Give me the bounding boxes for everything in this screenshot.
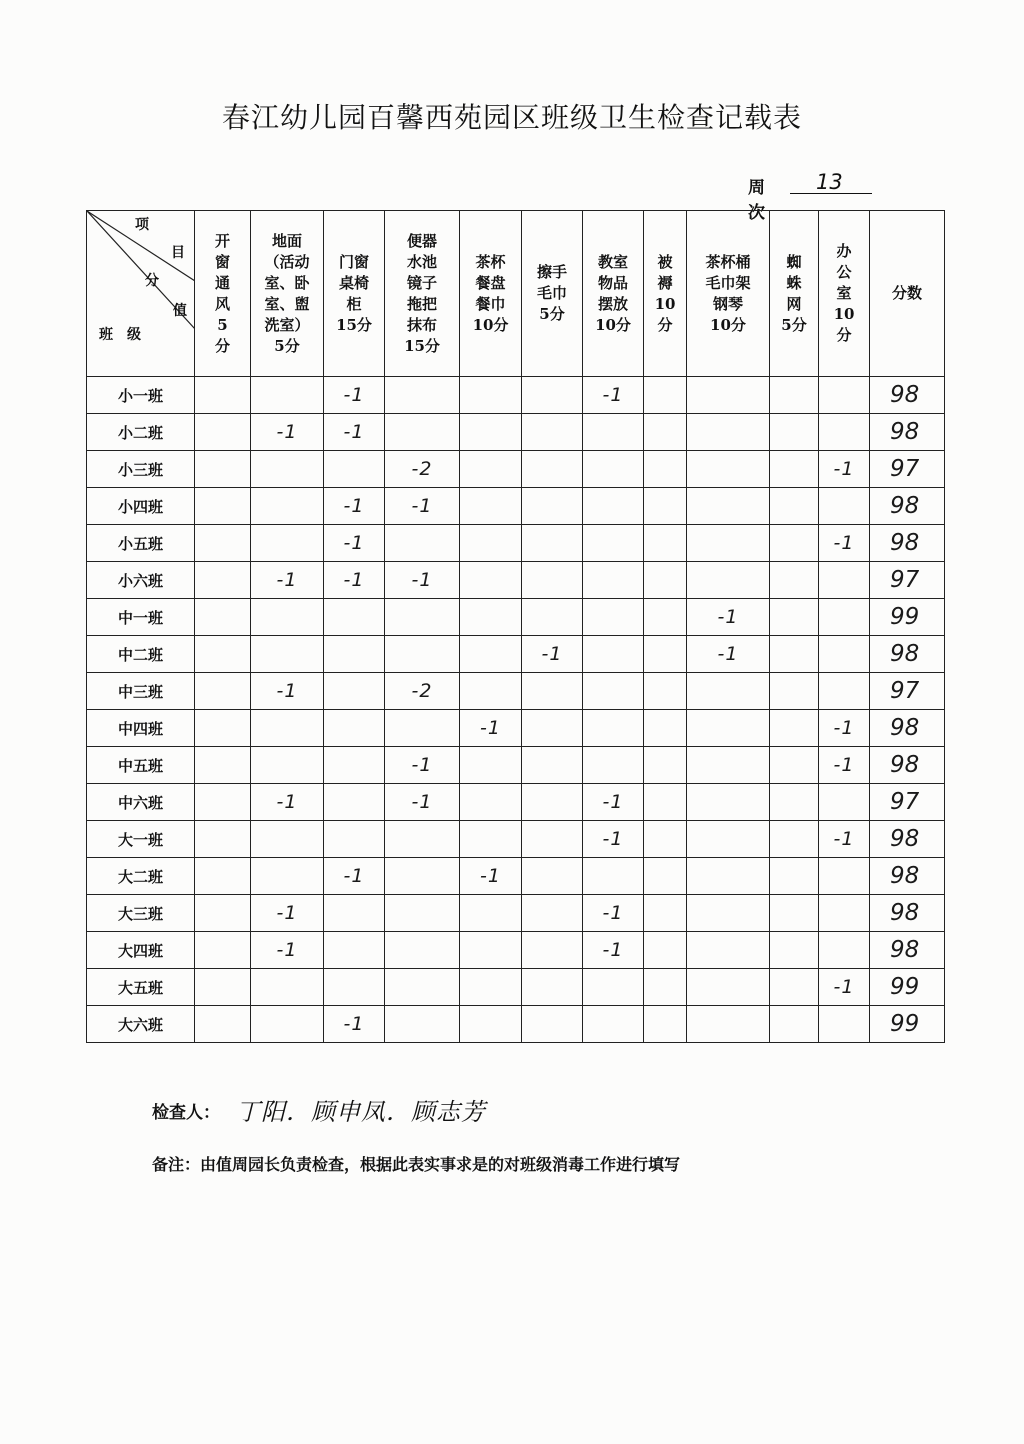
deduction-cell	[644, 599, 687, 636]
deduction-cell: -1	[687, 599, 770, 636]
deduction-cell	[195, 599, 251, 636]
deduction-cell	[819, 488, 870, 525]
remark-note: 备注：由值周园长负责检查，根据此表实事求是的对班级消毒工作进行填写	[152, 1155, 681, 1174]
deduction-cell	[460, 932, 522, 969]
deduction-cell: -1	[251, 932, 324, 969]
class-name-cell: 大五班	[87, 969, 195, 1006]
class-name-cell: 小四班	[87, 488, 195, 525]
deduction-cell	[522, 525, 583, 562]
deduction-cell	[687, 747, 770, 784]
deduction-cell	[195, 451, 251, 488]
class-name-cell: 大二班	[87, 858, 195, 895]
table-row	[87, 673, 945, 710]
table-row	[87, 1006, 945, 1043]
deduction-cell	[687, 562, 770, 599]
column-header	[870, 211, 945, 377]
deduction-cell: -1	[324, 562, 385, 599]
deduction-cell	[324, 710, 385, 747]
deduction-cell	[460, 562, 522, 599]
deduction-cell	[644, 451, 687, 488]
deduction-cell: -1	[819, 821, 870, 858]
deduction-cell	[324, 451, 385, 488]
deduction-cell	[460, 784, 522, 821]
deduction-cell	[687, 377, 770, 414]
deduction-cell	[644, 673, 687, 710]
score-cell: 98	[870, 710, 945, 747]
column-header	[770, 211, 819, 377]
class-name-cell: 小二班	[87, 414, 195, 451]
deduction-cell	[522, 377, 583, 414]
deduction-cell	[195, 488, 251, 525]
corner-class-label: 班 级	[99, 327, 141, 343]
deduction-cell: -1	[324, 858, 385, 895]
deduction-cell	[460, 673, 522, 710]
page-title: 春江幼儿园百馨西苑园区班级卫生检查记载表	[221, 101, 802, 134]
table-body	[87, 377, 945, 1043]
deduction-cell	[460, 747, 522, 784]
deduction-cell	[770, 377, 819, 414]
deduction-cell	[687, 710, 770, 747]
deduction-cell: -1	[324, 1006, 385, 1043]
deduction-cell	[819, 636, 870, 673]
column-header-label: 被 褥 10 分	[654, 252, 676, 334]
deduction-cell	[770, 710, 819, 747]
deduction-cell	[324, 895, 385, 932]
column-header-label: 地面 （活动 室、卧 室、盥 洗室） 5分	[264, 231, 310, 355]
column-header	[522, 211, 583, 377]
deduction-cell	[195, 562, 251, 599]
deduction-cell	[251, 636, 324, 673]
deduction-cell	[385, 821, 460, 858]
deduction-cell: -1	[583, 377, 644, 414]
deduction-cell	[687, 784, 770, 821]
deduction-cell	[819, 599, 870, 636]
table-row	[87, 858, 945, 895]
deduction-cell: -1	[324, 377, 385, 414]
column-header-label: 擦手 毛巾 5分	[536, 263, 567, 323]
column-header-label: 蜘 蛛 网 5分	[781, 252, 807, 334]
deduction-cell	[770, 451, 819, 488]
deduction-cell	[522, 784, 583, 821]
deduction-cell	[819, 858, 870, 895]
class-name-cell: 大六班	[87, 1006, 195, 1043]
table-row	[87, 451, 945, 488]
score-cell: 98	[870, 858, 945, 895]
class-name-cell: 大四班	[87, 932, 195, 969]
deduction-cell	[583, 451, 644, 488]
table-row	[87, 747, 945, 784]
deduction-cell	[644, 969, 687, 1006]
deduction-cell	[324, 673, 385, 710]
deduction-cell	[385, 414, 460, 451]
deduction-cell	[385, 636, 460, 673]
deduction-cell	[522, 414, 583, 451]
column-header-label: 开窗通风5分	[214, 231, 230, 355]
deduction-cell	[583, 1006, 644, 1043]
deduction-cell	[583, 414, 644, 451]
corner-item-label: 项	[135, 217, 149, 233]
corner-mu-label: 目	[171, 245, 185, 261]
corner-zhi-label: 值	[173, 303, 187, 319]
class-name-cell: 小五班	[87, 525, 195, 562]
deduction-cell	[385, 969, 460, 1006]
table-row	[87, 377, 945, 414]
deduction-cell	[522, 932, 583, 969]
deduction-cell	[687, 673, 770, 710]
column-header-label: 教室 物品 摆放 10分	[595, 252, 631, 334]
table-row	[87, 821, 945, 858]
deduction-cell: -1	[385, 784, 460, 821]
deduction-cell	[522, 895, 583, 932]
deduction-cell	[522, 599, 583, 636]
deduction-cell	[583, 636, 644, 673]
deduction-cell	[460, 969, 522, 1006]
header-row	[87, 211, 945, 377]
deduction-cell	[522, 747, 583, 784]
table-row	[87, 562, 945, 599]
deduction-cell: -1	[385, 747, 460, 784]
deduction-cell	[522, 710, 583, 747]
deduction-cell	[522, 673, 583, 710]
deduction-cell: -1	[819, 969, 870, 1006]
column-header-label: 便器 水池 镜子 拖把 抹布 15分	[404, 231, 440, 355]
table-row	[87, 932, 945, 969]
table-row	[87, 636, 945, 673]
deduction-cell	[251, 377, 324, 414]
deduction-cell	[251, 525, 324, 562]
deduction-cell	[195, 747, 251, 784]
deduction-cell	[583, 747, 644, 784]
class-name-cell: 小一班	[87, 377, 195, 414]
deduction-cell	[687, 858, 770, 895]
column-header-label: 茶杯 餐盘 餐巾 10分	[472, 252, 509, 334]
deduction-cell	[770, 1006, 819, 1043]
deduction-cell: -1	[251, 562, 324, 599]
column-header	[644, 211, 687, 377]
deduction-cell	[522, 451, 583, 488]
deduction-cell	[460, 525, 522, 562]
score-cell: 99	[870, 599, 945, 636]
table-row	[87, 969, 945, 1006]
deduction-cell	[644, 784, 687, 821]
deduction-cell	[687, 1006, 770, 1043]
deduction-cell	[770, 562, 819, 599]
deduction-cell	[251, 858, 324, 895]
deduction-cell	[770, 525, 819, 562]
deduction-cell	[687, 451, 770, 488]
deduction-cell	[819, 932, 870, 969]
deduction-cell	[687, 414, 770, 451]
deduction-cell	[644, 932, 687, 969]
deduction-cell	[385, 710, 460, 747]
deduction-cell	[819, 1006, 870, 1043]
deduction-cell	[195, 932, 251, 969]
deduction-cell	[819, 895, 870, 932]
deduction-cell: -1	[460, 710, 522, 747]
deduction-cell: -1	[583, 895, 644, 932]
score-cell: 98	[870, 636, 945, 673]
deduction-cell	[385, 895, 460, 932]
deduction-cell	[583, 599, 644, 636]
class-name-cell: 中六班	[87, 784, 195, 821]
deduction-cell: -1	[324, 525, 385, 562]
deduction-cell: -1	[819, 525, 870, 562]
deduction-cell	[195, 1006, 251, 1043]
column-header-label: 分数	[891, 284, 922, 302]
deduction-cell	[644, 562, 687, 599]
deduction-cell	[687, 895, 770, 932]
deduction-cell: -1	[324, 488, 385, 525]
deduction-cell	[770, 858, 819, 895]
deduction-cell	[644, 414, 687, 451]
deduction-cell	[522, 858, 583, 895]
deduction-cell	[770, 969, 819, 1006]
deduction-cell	[195, 377, 251, 414]
deduction-cell	[644, 636, 687, 673]
deduction-cell	[687, 932, 770, 969]
score-cell: 98	[870, 747, 945, 784]
deduction-cell	[770, 895, 819, 932]
column-header	[819, 211, 870, 377]
deduction-cell	[644, 1006, 687, 1043]
table-row	[87, 784, 945, 821]
inspector-signatures: 丁阳．顾申凤．顾志芳	[236, 1098, 486, 1126]
deduction-cell	[251, 710, 324, 747]
deduction-cell	[522, 821, 583, 858]
deduction-cell	[460, 377, 522, 414]
deduction-cell	[195, 525, 251, 562]
score-cell: 98	[870, 488, 945, 525]
deduction-cell	[522, 1006, 583, 1043]
class-name-cell: 中五班	[87, 747, 195, 784]
deduction-cell	[385, 525, 460, 562]
corner-fen-label: 分	[145, 273, 159, 289]
deduction-cell	[195, 784, 251, 821]
deduction-cell	[583, 673, 644, 710]
deduction-cell	[324, 969, 385, 1006]
table-row	[87, 599, 945, 636]
inspection-table	[86, 210, 945, 1043]
class-name-cell: 中三班	[87, 673, 195, 710]
score-cell: 97	[870, 784, 945, 821]
corner-diagonal-lines	[87, 211, 195, 377]
deduction-cell	[644, 895, 687, 932]
class-name-cell: 中二班	[87, 636, 195, 673]
score-cell: 98	[870, 525, 945, 562]
class-name-cell: 大一班	[87, 821, 195, 858]
deduction-cell	[522, 969, 583, 1006]
deduction-cell	[251, 599, 324, 636]
table-row	[87, 414, 945, 451]
deduction-cell: -1	[583, 821, 644, 858]
deduction-cell	[819, 784, 870, 821]
deduction-cell	[460, 1006, 522, 1043]
deduction-cell	[770, 747, 819, 784]
deduction-cell	[770, 599, 819, 636]
deduction-cell: -2	[385, 451, 460, 488]
column-header	[583, 211, 644, 377]
deduction-cell	[819, 562, 870, 599]
deduction-cell: -1	[385, 488, 460, 525]
deduction-cell	[324, 747, 385, 784]
deduction-cell	[195, 636, 251, 673]
class-name-cell: 小三班	[87, 451, 195, 488]
deduction-cell: -1	[819, 451, 870, 488]
deduction-cell: -1	[460, 858, 522, 895]
deduction-cell	[770, 414, 819, 451]
score-cell: 99	[870, 969, 945, 1006]
deduction-cell	[385, 932, 460, 969]
score-cell: 98	[870, 414, 945, 451]
deduction-cell	[819, 414, 870, 451]
deduction-cell	[251, 488, 324, 525]
score-cell: 98	[870, 821, 945, 858]
deduction-cell	[583, 710, 644, 747]
column-header	[460, 211, 522, 377]
deduction-cell	[819, 673, 870, 710]
deduction-cell	[770, 636, 819, 673]
deduction-cell	[385, 858, 460, 895]
deduction-cell: -2	[385, 673, 460, 710]
deduction-cell	[522, 562, 583, 599]
column-header	[195, 211, 251, 377]
deduction-cell	[460, 895, 522, 932]
class-name-cell: 中一班	[87, 599, 195, 636]
column-header	[385, 211, 460, 377]
deduction-cell	[770, 932, 819, 969]
deduction-cell	[644, 710, 687, 747]
table-row	[87, 895, 945, 932]
deduction-cell: -1	[687, 636, 770, 673]
deduction-cell	[385, 599, 460, 636]
score-cell: 97	[870, 451, 945, 488]
deduction-cell	[644, 488, 687, 525]
column-header-label: 办 公 室 10 分	[833, 242, 855, 344]
deduction-cell	[522, 488, 583, 525]
deduction-cell	[644, 821, 687, 858]
deduction-cell: -1	[583, 784, 644, 821]
column-header	[324, 211, 385, 377]
deduction-cell	[460, 636, 522, 673]
deduction-cell	[460, 821, 522, 858]
deduction-cell	[195, 710, 251, 747]
score-cell: 97	[870, 562, 945, 599]
deduction-cell	[324, 821, 385, 858]
class-name-cell: 中四班	[87, 710, 195, 747]
score-cell: 99	[870, 1006, 945, 1043]
deduction-cell	[195, 821, 251, 858]
deduction-cell	[644, 377, 687, 414]
score-cell: 98	[870, 895, 945, 932]
deduction-cell	[583, 562, 644, 599]
deduction-cell	[460, 599, 522, 636]
deduction-cell	[324, 599, 385, 636]
deduction-cell	[583, 858, 644, 895]
deduction-cell	[251, 451, 324, 488]
deduction-cell	[819, 377, 870, 414]
deduction-cell	[770, 488, 819, 525]
deduction-cell	[324, 932, 385, 969]
table-row	[87, 710, 945, 747]
deduction-cell	[583, 969, 644, 1006]
deduction-cell	[251, 821, 324, 858]
deduction-cell	[195, 414, 251, 451]
deduction-cell	[195, 895, 251, 932]
deduction-cell: -1	[385, 562, 460, 599]
deduction-cell	[644, 525, 687, 562]
column-header	[251, 211, 324, 377]
week-label: 周次	[748, 178, 765, 223]
deduction-cell	[324, 784, 385, 821]
deduction-cell	[324, 636, 385, 673]
deduction-cell	[460, 451, 522, 488]
class-name-cell: 小六班	[87, 562, 195, 599]
table-row	[87, 525, 945, 562]
deduction-cell	[460, 414, 522, 451]
deduction-cell	[195, 969, 251, 1006]
class-name-cell: 大三班	[87, 895, 195, 932]
score-cell: 98	[870, 377, 945, 414]
column-header-label: 茶杯桶 毛巾架 钢琴 10分	[705, 252, 751, 334]
deduction-cell	[251, 969, 324, 1006]
deduction-cell: -1	[583, 932, 644, 969]
score-cell: 97	[870, 673, 945, 710]
deduction-cell	[687, 969, 770, 1006]
score-cell: 98	[870, 932, 945, 969]
table-row	[87, 488, 945, 525]
deduction-cell: -1	[251, 414, 324, 451]
deduction-cell: -1	[819, 710, 870, 747]
deduction-cell	[195, 858, 251, 895]
deduction-cell	[385, 377, 460, 414]
deduction-cell	[251, 747, 324, 784]
deduction-cell	[687, 821, 770, 858]
deduction-cell	[644, 747, 687, 784]
deduction-cell: -1	[251, 895, 324, 932]
deduction-cell	[687, 488, 770, 525]
corner-header-cell	[87, 211, 195, 377]
deduction-cell: -1	[251, 784, 324, 821]
deduction-cell: -1	[251, 673, 324, 710]
deduction-cell	[687, 525, 770, 562]
week-value: 13	[790, 170, 872, 194]
deduction-cell	[385, 1006, 460, 1043]
deduction-cell	[770, 821, 819, 858]
deduction-cell	[644, 858, 687, 895]
inspector-label: 检查人：	[152, 1103, 220, 1123]
deduction-cell: -1	[819, 747, 870, 784]
column-header	[687, 211, 770, 377]
deduction-cell: -1	[324, 414, 385, 451]
deduction-cell	[770, 784, 819, 821]
deduction-cell	[770, 673, 819, 710]
deduction-cell	[460, 488, 522, 525]
deduction-cell	[251, 1006, 324, 1043]
deduction-cell	[195, 673, 251, 710]
deduction-cell: -1	[522, 636, 583, 673]
column-header-label: 门窗 桌椅 柜 15分	[336, 252, 372, 334]
deduction-cell	[583, 525, 644, 562]
deduction-cell	[583, 488, 644, 525]
